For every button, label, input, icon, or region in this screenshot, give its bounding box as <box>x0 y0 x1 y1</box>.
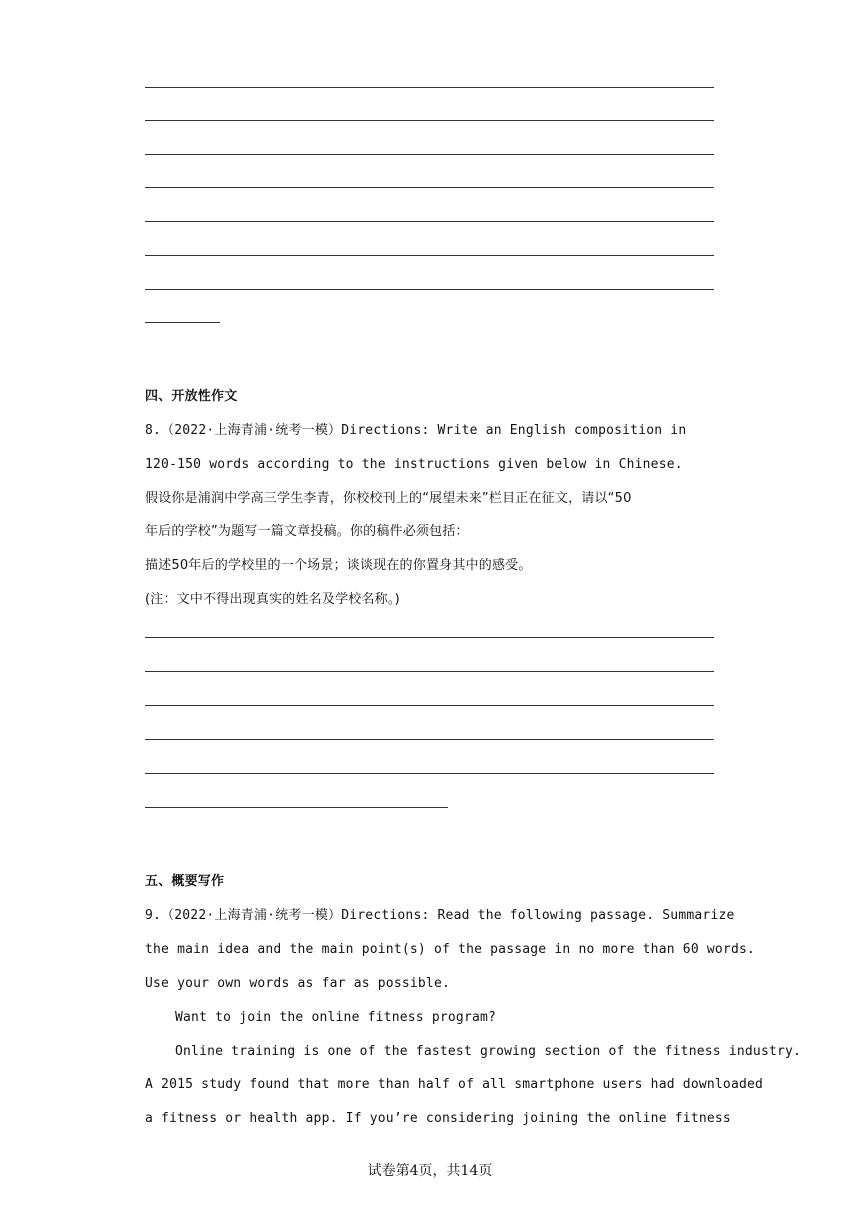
page-footer: 试卷第4页，共14页 <box>367 1163 493 1179</box>
answer-line[interactable] <box>145 87 714 88</box>
answer-line[interactable] <box>145 154 714 155</box>
answer-line[interactable] <box>145 187 714 188</box>
question-text: Use your own words as far as possible. <box>145 976 451 991</box>
question-text: 假设你是浦润中学高三学生李青，你校校刊上的“展望未来”栏目正在征文，请以“50 <box>145 491 632 506</box>
question-text: 120-150 words according to the instructions given below in Chinese. <box>145 457 683 472</box>
answer-line[interactable] <box>145 120 714 121</box>
question-text: 8.（2022·上海青浦·统考一模）Directions: Write an English composition in <box>145 423 687 438</box>
answer-line[interactable] <box>145 221 714 222</box>
question-text: the main idea and the main point(s) of the passage in no more than 60 words. <box>145 942 756 957</box>
answer-line-short[interactable] <box>145 807 448 808</box>
passage-text: A 2015 study found that more than half of all smartphone users had downloaded <box>145 1077 764 1092</box>
answer-line[interactable] <box>145 739 714 740</box>
section-heading: 五、概要写作 <box>145 874 225 889</box>
answer-line[interactable] <box>145 289 714 290</box>
question-text: 年后的学校”为题写一篇文章投稿。你的稿件必须包括： <box>145 524 469 539</box>
section-heading: 四、开放性作文 <box>145 389 238 404</box>
answer-line[interactable] <box>145 637 714 638</box>
answer-line-short[interactable] <box>145 322 220 323</box>
answer-line[interactable] <box>145 671 714 672</box>
passage-title: Want to join the online fitness program? <box>175 1010 497 1025</box>
passage-text: Online training is one of the fastest growing section of the fitness industry. <box>175 1044 802 1059</box>
answer-line[interactable] <box>145 773 714 774</box>
answer-line[interactable] <box>145 705 714 706</box>
answer-line[interactable] <box>145 255 714 256</box>
question-text: 描述50年后的学校里的一个场景；谈谈现在的你置身其中的感受。 <box>145 558 532 573</box>
passage-text: a fitness or health app. If you’re considering joining the online fitness <box>145 1111 731 1126</box>
question-note: (注：文中不得出现真实的姓名及学校名称。) <box>145 592 400 607</box>
question-text: 9.（2022·上海青浦·统考一模）Directions: Read the following passage. Summarize <box>145 908 735 923</box>
